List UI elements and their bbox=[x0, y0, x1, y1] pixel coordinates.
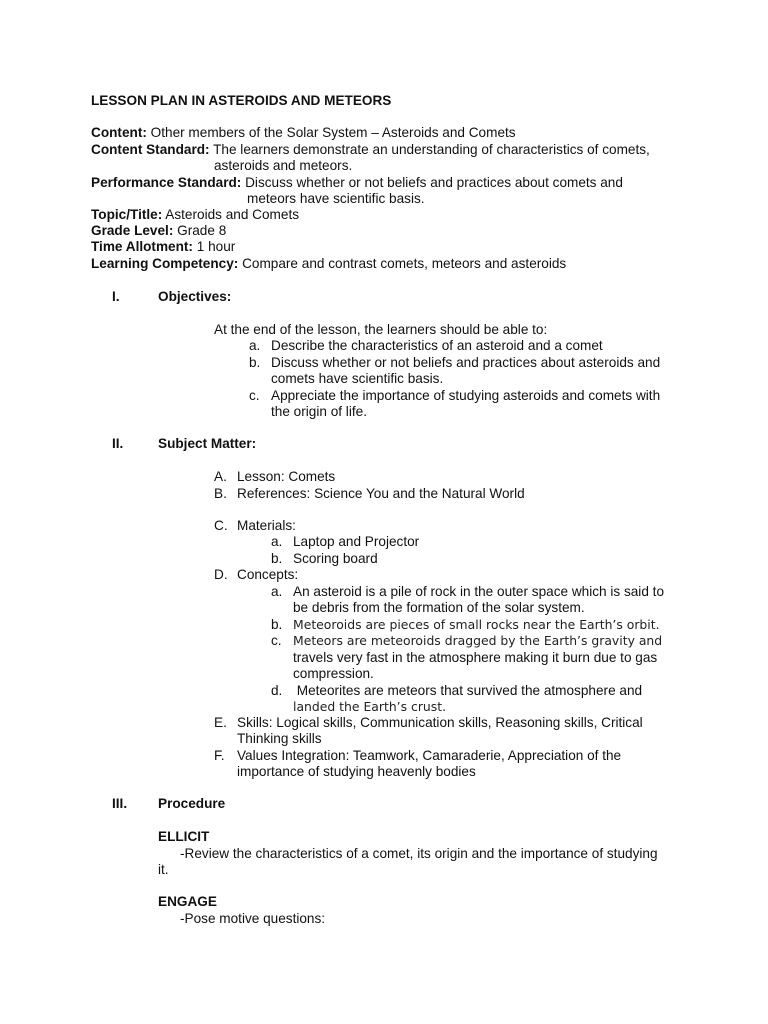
grade-label: Grade Level: bbox=[91, 223, 174, 238]
concept-text: Meteors are meteoroids dragged by the Earth’s gravity and bbox=[293, 633, 663, 648]
objective-text-cont: comets have scientific basis. bbox=[271, 371, 444, 386]
subject-marker: B. bbox=[214, 486, 227, 501]
concept-text: Meteorites are meteors that survived the atmosphere and bbox=[293, 683, 643, 698]
concept-text-cont: compression. bbox=[293, 666, 374, 681]
material-marker: b. bbox=[271, 551, 283, 566]
concept-marker: b. bbox=[271, 617, 283, 632]
subject-matter-heading: Subject Matter: bbox=[158, 436, 257, 451]
content-value: Other members of the Solar System – Asteroids and Comets bbox=[150, 125, 516, 140]
objective-text: Discuss whether or not beliefs and practices about asteroids and bbox=[271, 355, 661, 370]
content-standard-value: The learners demonstrate an understanding of characteristics of comets, bbox=[213, 142, 650, 157]
content-standard-label: Content Standard: bbox=[91, 142, 210, 157]
competency-value: Compare and contrast comets, meteors and asteroids bbox=[242, 256, 567, 271]
time-field bbox=[91, 239, 235, 255]
competency-label: Learning Competency: bbox=[91, 256, 239, 271]
procedure-heading: Procedure bbox=[158, 796, 226, 811]
competency-field bbox=[91, 256, 566, 272]
subject-lesson: Lesson: Comets bbox=[237, 469, 336, 484]
subject-marker: D. bbox=[214, 567, 228, 582]
objectives-intro: At the end of the lesson, the learners should be able to: bbox=[214, 322, 548, 337]
material-item: Scoring board bbox=[293, 551, 378, 566]
content-standard-value-cont: asteroids and meteors. bbox=[214, 158, 353, 173]
content-label: Content: bbox=[91, 125, 147, 140]
ellicit-heading: ELLICIT bbox=[158, 829, 210, 844]
objective-text-cont: the origin of life. bbox=[271, 404, 367, 419]
concept-marker: a. bbox=[271, 584, 283, 599]
subject-values-cont: importance of studying heavenly bodies bbox=[237, 764, 476, 779]
performance-standard-value-cont: meteors have scientific basis. bbox=[247, 191, 425, 206]
objective-marker: b. bbox=[249, 355, 261, 370]
subject-marker: F. bbox=[214, 748, 225, 763]
objective-text: Describe the characteristics of an asteroid and a comet bbox=[271, 338, 603, 353]
subject-materials: Materials: bbox=[237, 518, 296, 533]
subject-marker: A. bbox=[214, 469, 227, 484]
procedure-numeral: III. bbox=[112, 796, 128, 811]
ellicit-text: -Review the characteristics of a comet, its origin and the importance of studying bbox=[180, 846, 658, 861]
material-item: Laptop and Projector bbox=[293, 534, 420, 549]
subject-concepts: Concepts: bbox=[237, 567, 299, 582]
objective-marker: a. bbox=[249, 338, 261, 353]
content-standard-field bbox=[91, 142, 650, 158]
time-label: Time Allotment: bbox=[91, 239, 193, 254]
time-value: 1 hour bbox=[196, 239, 236, 254]
concept-text-cont: travels very fast in the atmosphere making it burn due to gas bbox=[293, 650, 658, 665]
subject-references: References: Science You and the Natural World bbox=[237, 486, 525, 501]
performance-standard-value: Discuss whether or not beliefs and practices about comets and bbox=[245, 175, 623, 190]
objective-marker: c. bbox=[249, 388, 260, 403]
objectives-heading: Objectives: bbox=[158, 289, 232, 304]
concept-text-cont: be debris from the formation of the solar system. bbox=[293, 600, 585, 615]
topic-label: Topic/Title: bbox=[91, 207, 163, 222]
performance-standard-field bbox=[91, 175, 623, 191]
subject-marker: C. bbox=[214, 518, 228, 533]
page-title: LESSON PLAN IN ASTEROIDS AND METEORS bbox=[91, 93, 392, 108]
subject-skills-cont: Thinking skills bbox=[237, 731, 322, 746]
concept-text: An asteroid is a pile of rock in the outer space which is said to bbox=[293, 584, 665, 599]
objective-text: Appreciate the importance of studying asteroids and comets with bbox=[271, 388, 661, 403]
content-field bbox=[91, 125, 516, 141]
objectives-numeral: I. bbox=[112, 289, 120, 304]
topic-value: Asteroids and Comets bbox=[165, 207, 300, 222]
subject-skills: Skills: Logical skills, Communication skills, Reasoning skills, Critical bbox=[237, 715, 643, 730]
concept-marker: c. bbox=[271, 633, 282, 648]
concept-marker: d. bbox=[271, 683, 283, 698]
subject-matter-numeral: II. bbox=[112, 436, 124, 451]
subject-marker: E. bbox=[214, 715, 227, 730]
subject-values: Values Integration: Teamwork, Camaraderie, Appreciation of the bbox=[237, 748, 622, 763]
ellicit-text-cont: it. bbox=[158, 862, 169, 877]
grade-value: Grade 8 bbox=[177, 223, 227, 238]
material-marker: a. bbox=[271, 534, 283, 549]
performance-standard-label: Performance Standard: bbox=[91, 175, 242, 190]
grade-field bbox=[91, 223, 226, 239]
engage-heading: ENGAGE bbox=[158, 894, 217, 909]
concept-text-cont: landed the Earth’s crust. bbox=[293, 699, 447, 714]
concept-text: Meteoroids are pieces of small rocks near the Earth’s orbit. bbox=[293, 617, 660, 632]
topic-field bbox=[91, 207, 299, 223]
engage-text: -Pose motive questions: bbox=[180, 911, 326, 926]
